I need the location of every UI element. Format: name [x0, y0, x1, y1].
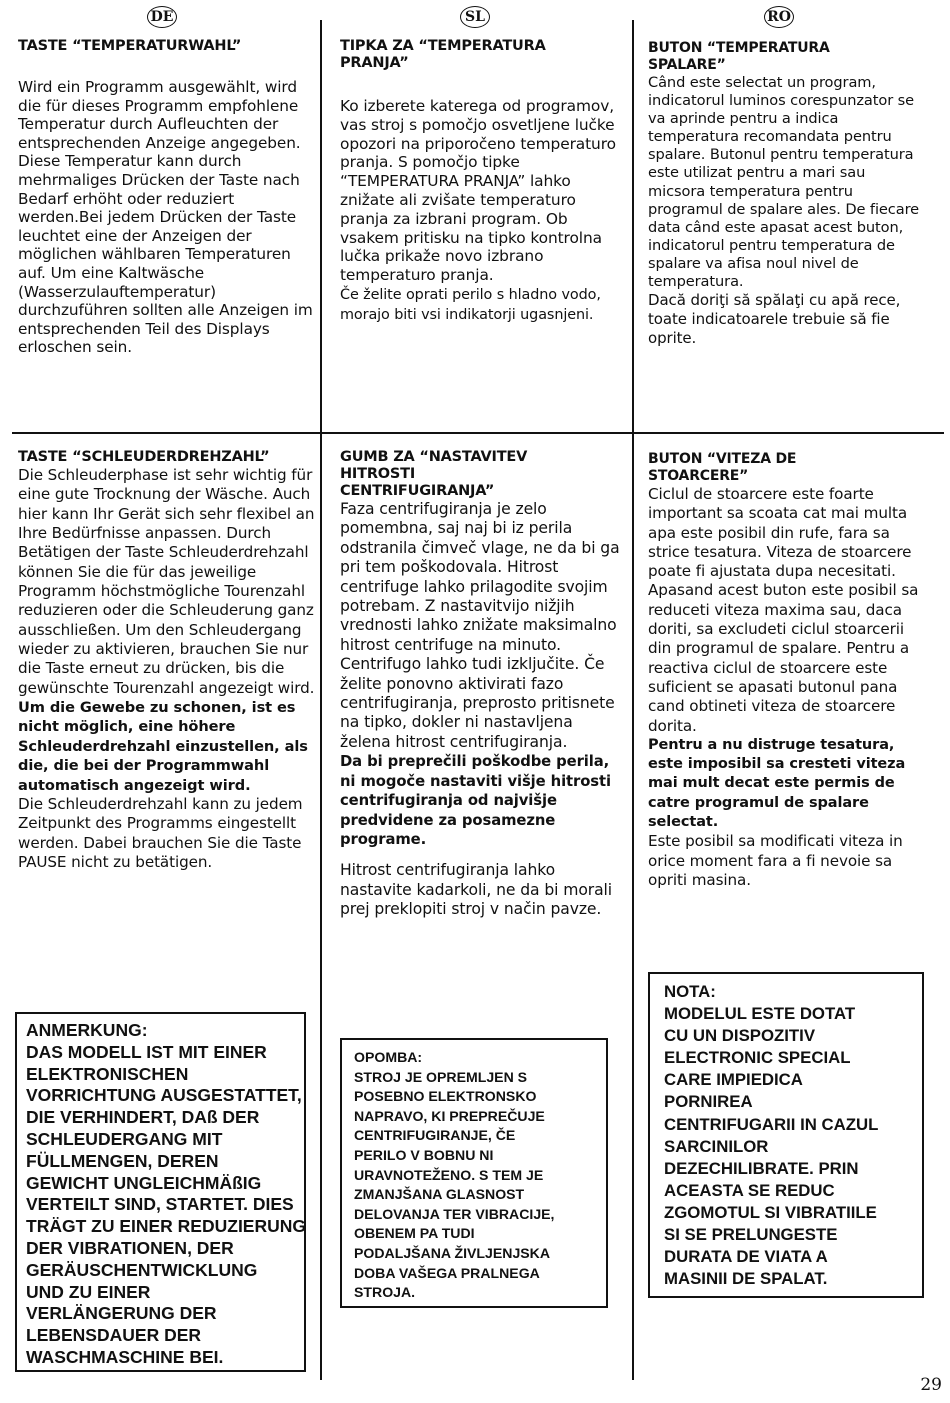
note-line: DOBA VAŠEGA PRALNEGA	[354, 1264, 540, 1281]
note-line: ELECTRONIC SPECIAL	[664, 1048, 851, 1068]
note-line: NOTA:	[664, 982, 716, 1001]
note-line: STROJ JE OPREMLJEN S	[354, 1068, 528, 1085]
ro-spin-section	[648, 451, 926, 890]
ro-spin-title: BUTON “VITEZA DE STOARCERE”	[648, 451, 797, 484]
de-temperature-title: TASTE “TEMPERATURWAHL”	[18, 38, 242, 54]
ro-temperature-title: BUTON “TEMPERATURA SPALARE”	[648, 40, 830, 73]
note-line: FÜLLMENGEN, DEREN	[26, 1150, 219, 1171]
de-spin-text-2: Die Schleuderdrehzahl kann zu jedem Zeitpunkt des Programms eingestellt werden. Dabei brauchen Sie die Taste PAUSE nicht zu betätigen.	[18, 794, 303, 871]
language-badge-de: DE	[147, 6, 177, 28]
note-line: VORRICHTUNG AUSGESTATTET,	[26, 1085, 302, 1106]
sl-spin-title: GUMB ZA “NASTAVITEV HITROSTI CENTRIFUGIRANJA”	[340, 449, 528, 499]
de-temperature-text: Wird ein Programm ausgewählt, wird die für dieses Programm empfohlene Temperatur durch Aufleuchten der entsprechenden Anzeige angegeben. Diese Temperatur kann durch mehrmaliges Drücken der Taste nach Bedarf erhöht oder reduziert werden.Bei jedem Drücken der Taste leuchtet eine der Anzeigen der möglichen wählbaren Temperaturen auf. Um eine Kaltwäsche (Wasserzulauftemperatur) durchzuführen sollten alle Anzeigen im entsprechenden Teil des Displays erloschen sein.	[18, 78, 313, 357]
note-line: ZMANJŠANA GLASNOST	[354, 1186, 525, 1203]
note-line: SARCINILOR	[664, 1136, 769, 1156]
de-spin-warning: Um die Gewebe zu schonen, ist es nicht möglich, eine höhere Schleuderdrehzahl einzustellen, als die, die bei der Programmwahl automatisch angezeigt wird.	[18, 699, 308, 794]
sl-note-box	[340, 1038, 608, 1308]
note-line: CU UN DISPOZITIV	[664, 1026, 816, 1046]
note-line: STROJA.	[354, 1284, 416, 1301]
note-line: DAS MODELL IST MIT EINER	[26, 1041, 267, 1062]
note-line: DER VIBRATIONEN, DER	[26, 1237, 234, 1258]
language-badge-sl: SL	[460, 6, 490, 28]
note-line: MODELUL ESTE DOTAT	[664, 1004, 856, 1024]
sl-temperature-section	[340, 38, 616, 326]
note-line: ACEASTA SE REDUC	[664, 1180, 835, 1200]
de-spin-title: TASTE “SCHLEUDERDREHZAHL”	[18, 449, 270, 465]
note-line: CENTRIFUGIRANJE, ČE	[354, 1127, 516, 1144]
note-line: CARE IMPIEDICA	[664, 1070, 803, 1090]
ro-temperature-text-2: Dacă doriţi să spălaţi cu apă rece, toate indicatoarele trebuie să fie oprite.	[648, 291, 901, 348]
note-line: SCHLEUDERGANG MIT	[26, 1128, 223, 1149]
note-line: URAVNOTEŽENO. S TEM JE	[354, 1166, 544, 1183]
note-line: TRÄGT ZU EINER REDUZIERUNG	[26, 1216, 306, 1237]
de-spin-text: Die Schleuderphase ist sehr wichtig für eine gute Trocknung der Wäsche. Auch hier kann Ihr Gerät sich sehr flexibel an Ihre Bedürfnisse anpassen. Durch Betätigen der Taste Schleuderdrehzahl können Sie die für das jeweilige Programm höchstmögliche Tourenzahl reduzieren oder die Schleuderung ganz ausschließen. Um den Schleudergang wieder zu aktivieren, brauchen Sie nur die Taste erneut zu drücken, bis die gewünschte Tourenzahl angezeigt wird.	[18, 466, 315, 697]
ro-spin-text: Ciclul de stoarcere este foarte important sa scoata cat mai multa apa este posibil din rufe, fara sa strice tesatura. Viteza de stoarcere poate fi ajustata dupa necesitati. Apasand acest buton este posibil sa reduceti viteza maxima sau, daca doriti, sa excludeti ciclul stoarcerii din programul de spalare. Pentru a reactiva ciclul de stoarcere este suficient se apasati butonul pana cand obtineti viteza de stoarcere dorita.	[648, 485, 919, 735]
ro-temperature-text: Când este selectat un program, indicatorul luminos corespunzator se va aprinde pentru a indica temperatura recomandata pentru spalare. Butonul pentru temperatura este utilizat pentru a mari sau micsora temperatura pentru programul de spalare ales. De fiecare data când este apasat acest buton, indicatorul pentru temperatura de spalare va afisa noul nivel de temperatura.	[648, 73, 920, 291]
ro-spin-text-2: Este posibil sa modificati viteza in orice moment fara a fi nevoie sa opriti masina.	[648, 832, 903, 889]
note-line: DIE VERHINDERT, DAß DER	[26, 1107, 260, 1128]
sl-spin-warning: Da bi preprečili poškodbe perila, ni mogoče nastaviti višje hitrosti centrifugiranja od najvišje predvidene za posamezne programe.	[340, 753, 611, 848]
ro-spin-warning: Pentru a nu distruge tesatura, este imposibil sa cresteti viteza mai mult decat este permis de catre programul de spalare selectat.	[648, 736, 906, 831]
de-spin-section	[18, 449, 316, 872]
column-divider-left	[320, 20, 322, 1380]
note-line: CENTRIFUGARII IN CAZUL	[664, 1114, 879, 1134]
note-line: POSEBNO ELEKTRONSKO	[354, 1088, 537, 1105]
note-line: NAPRAVO, KI PREPREČUJE	[354, 1107, 545, 1124]
ro-note-box	[648, 972, 924, 1298]
note-line: GEWICHT UNGLEICHMÄßIG	[26, 1172, 262, 1193]
section-divider	[12, 432, 944, 434]
note-line: ZGOMOTUL SI VIBRATIILE	[664, 1202, 877, 1222]
note-line: VERTEILT SIND, STARTET. DIES	[26, 1194, 294, 1215]
note-line: SI SE PRELUNGESTE	[664, 1225, 838, 1245]
note-line: PERILO V BOBNU NI	[354, 1146, 494, 1163]
page-number: 29	[920, 1375, 942, 1395]
note-line: WASCHMASCHINE BEI.	[26, 1346, 224, 1367]
ro-temperature-section	[648, 40, 924, 348]
note-line: DEZECHILIBRATE. PRIN	[664, 1158, 859, 1178]
de-note-box	[15, 1012, 306, 1372]
note-line: OBENEM PA TUDI	[354, 1225, 475, 1242]
sl-temperature-text-2: Če želite oprati perilo s hladno vodo, morajo biti vsi indikatorji ugasnjeni.	[340, 286, 601, 324]
note-line: GERÄUSCHENTWICKLUNG	[26, 1259, 258, 1280]
note-line: UND ZU EINER	[26, 1281, 151, 1302]
note-line: LEBENSDAUER DER	[26, 1325, 202, 1346]
sl-spin-text-2: Hitrost centrifugiranja lahko nastavite kadarkoli, ne da bi morali prej preklopiti stroj v način pavze.	[340, 861, 613, 919]
note-line: ANMERKUNG:	[26, 1020, 148, 1040]
sl-spin-text: Faza centrifugiranja je zelo pomembna, saj naj bi iz perila odstranila čimveč vlage, ne da bi ga pri tem poškodovala. Hitrost centrifuge lahko prilagodite svojim potrebam. Z nastavitvijo nižjih vrednosti lahko znižate maksimalno hitrost centrifuge na minuto. Centrifugo lahko tudi izključite. Če želite ponovno aktivirati fazo centrifugiranja, preprosto pritisnete na tipko, dokler ni nastavljena želena hitrost centrifugiranja.	[340, 500, 620, 751]
note-line: PODALJŠANA ŽIVLJENJSKA	[354, 1244, 551, 1261]
note-line: OPOMBA:	[354, 1049, 423, 1065]
note-line: ELEKTRONISCHEN	[26, 1063, 189, 1084]
sl-temperature-title: TIPKA ZA “TEMPERATURA PRANJA”	[340, 38, 546, 71]
column-divider-right	[632, 20, 634, 1380]
sl-temperature-text: Ko izberete katerega od programov, vas stroj s pomočjo osvetljene lučke opozori na priporočeno temperaturo pranja. S pomočjo tipke “TEMPERATURA PRANJA” lahko znižate ali zvišate temperaturo pranja za izbrani program. Ob vsakem pritisku na tipko kontrolna lučka prikaže novo izbrano temperaturo pranja.	[340, 97, 616, 285]
note-line: DURATA DE VIATA A	[664, 1247, 828, 1267]
language-badge-ro: RO	[764, 6, 794, 28]
note-line: PORNIREA	[664, 1092, 753, 1112]
de-temperature-section	[18, 38, 316, 357]
note-line: MASINII DE SPALAT.	[664, 1269, 828, 1289]
note-line: DELOVANJA TER VIBRACIJE,	[354, 1205, 555, 1222]
note-line: VERLÄNGERUNG DER	[26, 1303, 217, 1324]
sl-spin-section	[340, 449, 620, 920]
